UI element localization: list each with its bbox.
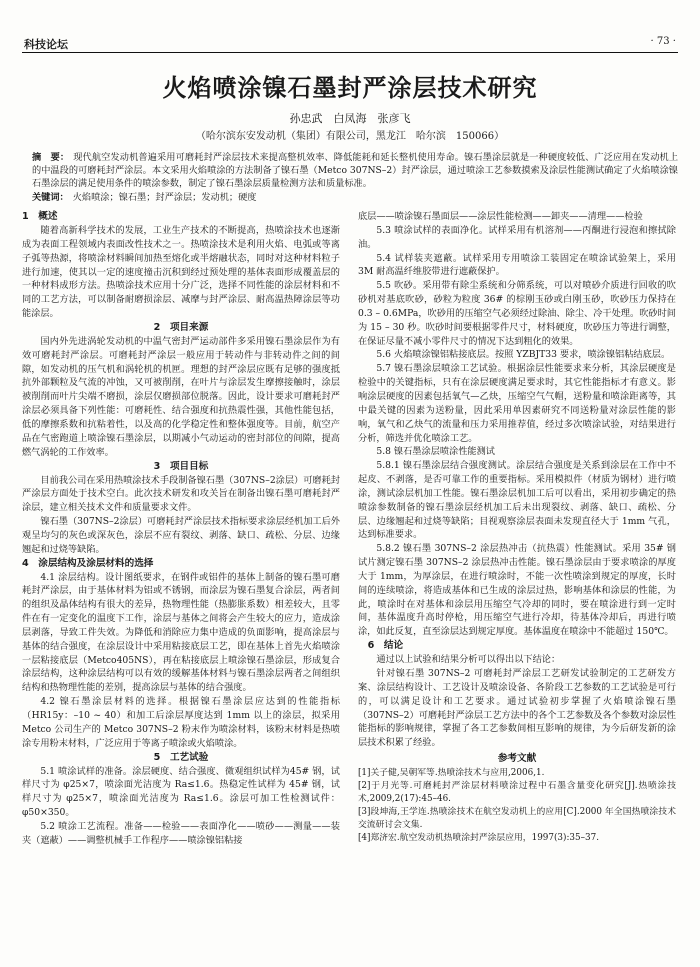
body-paragraph: 5.8.1 镍石墨涂层结合强度测试。涂层结合强度是关系到涂层在工作中不起皮、不剥落，是否可靠工作的重要指标。采用模拟件（材质为钢材）进行喷涂，测试涂层机加工性能。镍石墨涂层机加工后可以看出，采用初步确定的热喷涂参数制备的镍石墨涂层经机加工后未出现裂纹、剥落、缺口、疏松、分层、边缘翘起和过烧等缺陷；目视观察涂层表面未发现直径大于 1mm 气孔，达到标准要求。 xyxy=(358,460,676,541)
running-header xyxy=(22,30,678,53)
keywords-label: 关键词： xyxy=(32,192,69,203)
affiliation: （哈尔滨东安发动机（集团）有限公司，黑龙江 哈尔滨 150066） xyxy=(195,131,505,142)
abstract-block xyxy=(32,151,678,204)
body-paragraph: 目前我公司在采用热喷涂技术手段制备镍石墨（307NS–2涂层）可磨耗封严涂层方面处于技术空白。此次技术研发和攻关旨在制备出镍石墨可磨耗封严涂层，建立相关技术文件和质量要求文件。 xyxy=(22,474,340,514)
reference-item: [3]段坤海,王学连.热喷涂技术在航空发动机上的应用[C].2000 年全国热喷涂技术交流研讨会文集. xyxy=(358,806,676,830)
references-heading: 参考文献 xyxy=(497,753,537,765)
section-heading: 1 概述 xyxy=(22,211,58,222)
section-heading: 3 项目目标 xyxy=(153,460,209,472)
body-paragraph: 国内外先进涡轮发动机的中温气密封严运动部件多采用镍石墨涂层作为有效可磨耗封严涂层。可磨耗封严涂层一般应用于转动件与非转动件之间的间隙，如发动机的压气机和涡轮机的机匣。理想的封严涂层应既有足够的强度抵抗外部颗粒及气流的冲蚀，又可被削削，在叶片与涂层发生摩擦接触时，涂层被削削而叶片尖端不磨损，涂层仅磨损部位脱落。因此，设计要求可磨耗封严涂层必须具备下列性能：可磨耗性、结合强度和抗热震性强，其他性能包括，低的摩擦系数和抗粘着性，以及高的化学稳定性和整体强度等。目前，航空产品在气密跑道上喷涂镍石墨涂层，以期减小气动运动的密封部位的间隙，提高燃气涡轮的工作效率。 xyxy=(22,335,340,458)
body-paragraph: 5.4 试样装夹遮蔽。试样采用专用喷涂工装固定在喷涂试验架上，采用 3M 耐高温纤维胶带进行遮蔽保护。 xyxy=(358,252,676,278)
journal-section: 科技论坛 xyxy=(24,38,68,51)
authors: 孙忠武 白凤海 张彦飞 xyxy=(289,112,411,125)
keywords-text: 火焰喷涂；镍石墨；封严涂层；发动机；硬度 xyxy=(72,192,257,203)
body-paragraph: 5.8.2 镍石墨 307NS–2 涂层热冲击（抗热震）性能测试。采用 35# 钢试片测定镍石墨 307NS–2 涂层热冲击性能。镍石墨涂层由于要求喷涂的厚度大于 1mm，为厚涂层，在进行喷涂时，不能一次性喷涂到规定的厚度，长时间的连续喷涂，将造成基体和已生成的涂层过热，影响基体和涂层的性能，为此，喷涂时在对基体和涂层用压缩空气冷却的同时，要在喷涂进行到一定时间，基体温度升高时停枪，用压缩空气进行冷却，待基体冷却后，再进行喷涂，如此反复，直至涂层达到规定厚度。基体温度在喷涂中不能超过 150℃。 xyxy=(358,543,676,638)
reference-item: [1]关子健,吴朝军等.热喷涂技术与应用,2006,1. xyxy=(358,767,545,778)
reference-item: [2]于月光等.可磨耗封严涂层材料喷涂过程中石墨含量变化研究[J].热喷涂技术,2009,2(17):45–46. xyxy=(358,780,676,804)
body-paragraph: 底层——喷涂镍石墨面层——涂层性能检测——卸夹——清理——检验 xyxy=(358,211,643,222)
body-paragraph: 5.3 喷涂试样的表面净化。试样采用有机溶剂——丙酮进行浸泡和擦拭除油。 xyxy=(358,224,676,250)
body-paragraph: 镍石墨（307NS–2涂层）可磨耗封严涂层技术指标要求涂层经机加工后外观呈均匀的灰色或深灰色，涂层不应有裂纹、剥落、缺口、疏松、分层、边缘翘起和过烧等缺陷。 xyxy=(22,516,340,555)
reference-item: [4]郑济宏.航空发动机热喷涂封严涂层应用，1997(3):35–37. xyxy=(358,832,599,843)
body-paragraph: 5.1 喷涂试样的准备。涂层硬度、结合强度、微观组织试样为45# 钢，试样尺寸为 φ25×7，喷涂面光洁度为 Ra≤1.6。热稳定性试样为 45# 钢，试样尺寸为 φ25×7，喷涂面光洁度为 Ra≤1.6。涂层可加工性检测试件：φ50×350。 xyxy=(22,765,340,819)
body-paragraph: 通过以上试验和结果分析可以得出以下结论： xyxy=(376,654,561,666)
abstract-label: 摘 要： xyxy=(32,152,70,163)
body-paragraph: 5.7 镍石墨涂层喷涂工艺试验。根据涂层性能要求来分析，其涂层硬度是检验中的关键指标，只有在涂层硬度满足要求时，其它性能指标才有意义。影响涂层硬度的因素包括氧气—乙炔，压缩空气气帽，送粉量和喷涂距离等，其中最关键的因素为送粉量，因此采用单因素研究不同送粉量对涂层性能的影响，氧气和乙炔气的流量和压力采用推荐值，经过多次喷涂试验，对结果进行分析，筛选并优化喷涂工艺。 xyxy=(358,363,676,444)
body-paragraph: 4.1 涂层结构。设计图纸要求，在钢件或铝件的基体上制备的镍石墨可磨耗封严涂层，由于基体材料为铝或不锈钢，而涂层为镍石墨复合涂层，两者间的组织及晶体结构有很大的差异，热物理性能（热膨胀系数）相差较大，且零件在有一定变化的温度下工作，涂层与基体之间将会产生较大的应力，造成涂层剥落，导致工件失效。为降低和消除应力集中造成的负面影响，提高涂层与基体的结合强度，在涂层设计中采用粘接底层工艺，即在基体上首先火焰喷涂一层粘接底层（Metco405NS），再在粘接底层上喷涂镍石墨涂层，形成复合涂层结构，这种涂层结构可以有效的缓解基体材料与镍石墨涂层两者之间组织结构和热物理性能的差别，提高涂层与基体的结合强度。 xyxy=(22,571,340,694)
body-paragraph: 随着高新科学技术的发展，工业生产技术的不断提高，热喷涂技术也逐渐成为表面工程领域内表面改性技术之一。热喷涂技术是利用火焰、电弧或等离子弧等热源，将喷涂材料瞬间加热至熔化或半熔融状态，同时对这种材料粒子进行加速，使其以一定的速度撞击沉积到经过预处理的基体表面形成覆盖层的一种材料成形方法。热喷涂技术应用十分广泛，选择不同性能的涂层材料和不同的工艺方法，可以制备耐磨损涂层、减摩与封严涂层、耐高温热障涂层等功能涂层。 xyxy=(22,225,340,320)
page-number: · 73 · xyxy=(650,36,676,47)
keywords xyxy=(32,191,678,204)
body-paragraph: 5.8 镍石墨涂层喷涂性能测试 xyxy=(376,446,495,458)
abstract xyxy=(32,151,678,190)
body-paragraph: 5.5 吹砂。采用带有除尘系统和分筛系统，可以对喷砂介质进行回收的吹砂机对基底吹砂，砂粒为粒度 36# 的棕刚玉砂或白刚玉砂，吹砂压力保持在 0.3 – 0.6MPa，吹砂用的压缩空气必须经过除油、除尘、冷干处理。吹砂时间为 15 – 30 秒。吹砂时间要根据零件尺寸，材料硬度，吹砂压力等进行调整，在保证尽量不减小零件尺寸的情况下达到粗化的效果。 xyxy=(358,280,676,347)
body-paragraph: 针对镍石墨 307NS–2 可磨耗封严涂层工艺研发试验制定的工艺研发方案、涂层结构设计、工艺设计及喷涂设备、各阶段工艺参数的工艺试验是可行的，可以满足设计和工艺要求。通过试验初步掌握了火焰喷涂镍石墨（307NS–2）可磨耗封严涂层工艺方法中的各个工艺参数及各个参数对涂层性能指标的影响规律，掌握了各工艺参数间相互影响的规律，为今后研发新的涂层技术积累了经验。 xyxy=(358,668,676,749)
article-title: 火焰喷涂镍石墨封严涂层技术研究 xyxy=(162,73,538,102)
body-paragraph: 5.6 火焰喷涂镍铝粘接底层。按照 YZBJT33 要求，喷涂镍铝粘结底层。 xyxy=(376,349,671,361)
abstract-text: 现代航空发动机普遍采用可磨耗封严涂层技术来提高整机效率、降低能耗和延长整机使用寿命。镍石墨涂层就是一种硬度较低、广泛应用在发动机上的中温段的可磨耗封严涂层。本文采用火焰喷涂的方法制备了镍石墨（Metco 307NS–2）封严涂层，通过喷涂工艺参数摸索及涂层性能测试确定了火焰喷涂镍石墨涂层的满足使用条件的喷涂参数，制定了镍石墨涂层质量检测方法和质量标准。 xyxy=(32,152,679,189)
section-heading: 6 结论 xyxy=(367,640,404,652)
body-paragraph: 5.2 喷涂工艺流程。准备——检验——表面净化——喷砂——测量——装夹（遮蔽）——调整机械手工作程序——喷涂镍铝粘接 xyxy=(22,820,340,846)
left-column xyxy=(22,210,340,848)
section-heading: 5 工艺试验 xyxy=(153,751,209,763)
right-column xyxy=(358,210,676,845)
body-paragraph: 4.2 镍石墨涂层材料的选择。根据镍石墨涂层应达到的性能指标（HR15y：–10 ~ 40）和加工后涂层厚度达到 1mm 以上的涂层，拟采用 Metco 公司生产的 Metco 307NS–2 粉末作为喷涂材料，该粉末材料是热喷涂专用粉末材料，广泛应用于等离子喷涂或火焰喷涂。 xyxy=(22,696,340,749)
section-heading: 2 项目来源 xyxy=(153,321,209,333)
section-heading: 4 涂层结构及涂层材料的选择 xyxy=(22,557,154,569)
